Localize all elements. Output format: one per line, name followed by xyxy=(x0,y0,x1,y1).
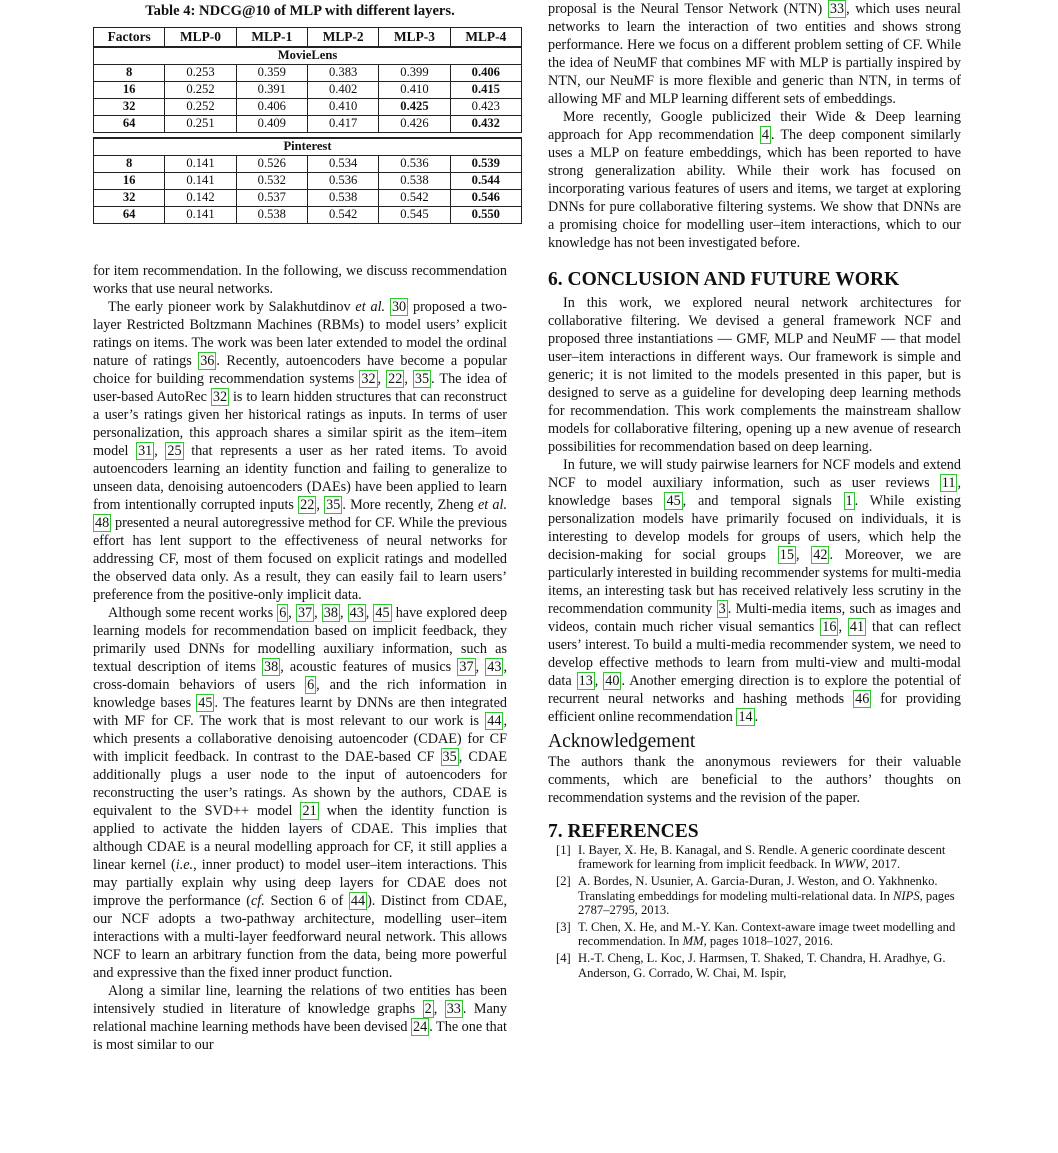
reference-text: A. Bordes, N. Usunier, A. Garcia-Duran, J. Weston, and O. Yakhnenko. Translating embeddings for modeling multi-relational data. In NIPS, pages 2787–2795, 2013. xyxy=(578,874,955,917)
citation-link[interactable]: 45 xyxy=(666,493,681,509)
table-cell: 0.406 xyxy=(450,65,521,82)
paragraph-implicit-feedback: Although some recent works 6 , 37 , 38 , 43 , 45 have explored deep learning models for recommendation based on implicit feedback, they primarily used DNNs for modelling auxiliary information, such as textual description of items 38 , acoustic features of musics 37 , 43 , cross-domain behaviors of users 6 , and the rich information in knowledge bases 45 . The features learnt by DNNs are then integrated with MF for CF. The work that is most relevant to our work is 44 , which presents a collaborative denoising autoencoder (CDAE) for CF with implicit feedback. In contrast to the DAE-based CF 35 , CDAE additionally plugs a user node to the input of autoencoders for reconstructing the user’s ratings. As shown by the authors, CDAE is equivalent to the SVD++ model 21 when the identity function is applied to activate the hidden layers of CDAE. This implies that although CDAE is a neural modelling approach for CF, it still applies a linear kernel (i.e., inner product) to model user–item interactions. This may partially explain why using deep layers for CDAE does not improve the performance (cf. Section 6 of 44 ). Distinct from CDAE, our NCF adopts a two-pathway architecture, modelling user–item interactions with a multi-layer feedforward neural network. This allows NCF to learn an arbitrary function from the data, being more powerful and expressive than the fixed inner product function. xyxy=(93,605,508,981)
citation-link[interactable]: 41 xyxy=(849,619,865,635)
table-cell: 0.406 xyxy=(236,99,307,116)
table-cell: 0.545 xyxy=(379,207,450,224)
acknowledgement-heading: Acknowledgement xyxy=(548,731,696,752)
table-cell: 0.538 xyxy=(307,190,378,207)
italic-text: i.e., xyxy=(175,857,197,873)
citation-link[interactable]: 45 xyxy=(198,695,213,711)
table-cell: 0.391 xyxy=(236,82,307,99)
table-cell: 0.425 xyxy=(379,99,450,116)
citation-link[interactable]: 48 xyxy=(95,515,110,531)
results-table xyxy=(93,27,522,224)
table-cell: 0.550 xyxy=(450,207,521,224)
italic-text: cf. xyxy=(251,893,265,909)
citation-link[interactable]: 25 xyxy=(167,443,182,459)
citation-link[interactable]: 2 xyxy=(424,1001,432,1017)
citation-link[interactable]: 44 xyxy=(487,713,502,729)
table-cell: 0.141 xyxy=(165,173,236,190)
citation-link[interactable]: 33 xyxy=(829,1,845,17)
citation-link[interactable]: 42 xyxy=(813,547,828,563)
right-column xyxy=(548,0,961,983)
citation-link[interactable]: 36 xyxy=(200,353,215,369)
acknowledgement-text: The authors thank the anonymous reviewers for their valuable comments, which are beneficial to the authors’ thoughts on recommendation systems and the revision of the paper. xyxy=(548,754,961,806)
table-cell: 0.141 xyxy=(165,156,236,173)
table-factor-cell: 32 xyxy=(94,190,165,207)
section-heading-references: 7. REFERENCES xyxy=(548,821,699,842)
table-row xyxy=(94,173,522,190)
table-factor-cell: 64 xyxy=(94,207,165,224)
reference-number: [3] xyxy=(556,920,571,935)
header-cell: MLP-2 xyxy=(307,28,378,48)
paragraph-relations: Along a similar line, learning the relations of two entities has been intensively studied in literature of knowledge graphs 2 , 33 . Many relational machine learning methods have been devised 24 . The one that is most similar to our xyxy=(93,983,507,1053)
paragraph-conclusion: In this work, we explored neural network architectures for collaborative filtering. We devised a general framework NCF and proposed three instantiations — GMF, MLP and NeuMF — that model user–item interactions in different ways. Our framework is simple and generic; it is not limited to the models presented in this paper, but is designed to serve as a guideline for developing deep learning methods for recommendation. This work complements the mainstream shallow models for collaborative filtering, opening up a new avenue of research possibilities for recommendation based on deep learning. xyxy=(548,295,961,455)
reference-text: T. Chen, X. He, and M.-Y. Kan. Context-aware image tweet modelling and recommendation. In MM, pages 1018–1027, 2016. xyxy=(578,920,956,949)
citation-link[interactable]: 37 xyxy=(459,659,474,675)
table-row xyxy=(94,190,522,207)
reference-item xyxy=(548,843,961,871)
table-cell: 0.432 xyxy=(450,116,521,133)
table-row xyxy=(94,207,522,224)
citation-link[interactable]: 14 xyxy=(738,709,753,725)
table-cell: 0.534 xyxy=(307,156,378,173)
table-cell: 0.399 xyxy=(379,65,450,82)
table-row xyxy=(94,116,522,133)
citation-link[interactable]: 35 xyxy=(414,371,430,387)
table-cell: 0.252 xyxy=(165,99,236,116)
reference-item xyxy=(548,951,961,979)
table-cell: 0.253 xyxy=(165,65,236,82)
citation-link[interactable]: 35 xyxy=(442,749,457,765)
citation-link[interactable]: 4 xyxy=(761,127,769,143)
left-column xyxy=(93,0,507,1054)
table-row xyxy=(94,82,522,99)
reference-item xyxy=(548,920,961,948)
paragraph-future: In future, we will study pairwise learners for NCF models and extend NCF to model auxiliary information, such as user reviews 11 , knowledge bases 45 , and temporal signals 1 . While existing personalization models have primarily focused on individuals, it is interesting to develop models for groups of users, which help the decision-making for social groups 15 , 42 . Moreover, we are particularly interested in building recommender systems for multi-media items, an interesting task but has received relatively less scrutiny in the recommendation community 3 . Multi-media items, such as images and videos, contain much richer visual semantics 16 , 41 that can reflect users’ interest. To build a multi-media recommender system, we need to develop effective methods to learn from multi-view and multi-modal data 13 , 40 . Another emerging direction is to explore the potential of recurrent neural networks and hashing methods 46 for providing efficient online recommendation 14 . xyxy=(548,457,962,725)
table-cell: 0.544 xyxy=(450,173,521,190)
citation-link[interactable]: 22 xyxy=(300,497,315,513)
reference-list xyxy=(548,843,961,980)
table-section-title: Pinterest xyxy=(94,138,522,156)
table-factor-cell: 64 xyxy=(94,116,165,133)
table-factor-cell: 8 xyxy=(94,65,165,82)
table-cell: 0.536 xyxy=(379,156,450,173)
paragraph-ntn: proposal is the Neural Tensor Network (NTN) 33 , which uses neural networks to learn the interaction of two entities and shows strong performance. Here we focus on a different problem setting of CF. While the idea of NeuMF that combines MF with MLP is partially inspired by NTN, our NeuMF is more flexible and generic than NTN, in terms of allowing MF and MLP learning different sets of embeddings. xyxy=(548,1,961,107)
citation-link[interactable]: 3 xyxy=(718,601,726,617)
section-heading-conclusion: 6. CONCLUSION AND FUTURE WORK xyxy=(548,269,900,290)
paragraph-wide-deep: More recently, Google publicized their Wide & Deep learning approach for App recommendation 4 . The deep component similarly uses a MLP on feature embeddings, which has been reported to have strong generalization ability. While their work has focused on incorporating various features of users and items, we target at exploring DNNs for pure collaborative filtering systems. We show that DNNs are a promising choice for modelling user–item interactions, which to our knowledge has not been investigated before. xyxy=(548,109,961,251)
citation-link[interactable]: 31 xyxy=(138,443,153,459)
reference-number: [1] xyxy=(556,843,571,857)
table-cell: 0.532 xyxy=(236,173,307,190)
citation-link[interactable]: 16 xyxy=(822,619,837,635)
citation-link[interactable]: 21 xyxy=(302,803,317,819)
header-cell: MLP-0 xyxy=(165,28,236,48)
citation-link[interactable]: 38 xyxy=(264,659,279,675)
table-section-title: MovieLens xyxy=(94,47,522,65)
table-cell: 0.526 xyxy=(236,156,307,173)
italic-text: et al. xyxy=(355,299,386,315)
table-cell: 0.536 xyxy=(307,173,378,190)
citation-link[interactable]: 24 xyxy=(413,1019,428,1035)
table-factor-cell: 8 xyxy=(94,156,165,173)
table-factor-cell: 16 xyxy=(94,82,165,99)
table-header-row xyxy=(94,28,522,48)
citation-link[interactable]: 43 xyxy=(487,659,502,675)
paragraph-item-rec: for item recommendation. In the following, we discuss recommendation works that use neural networks. xyxy=(93,263,507,297)
header-cell: Factors xyxy=(94,28,165,48)
italic-text: et al. xyxy=(477,497,508,513)
table-cell: 0.402 xyxy=(307,82,378,99)
table-cell: 0.542 xyxy=(307,207,378,224)
italic-text: NIPS xyxy=(893,888,920,903)
table-cell: 0.415 xyxy=(450,82,521,99)
citation-link[interactable]: 11 xyxy=(941,475,956,491)
table-row xyxy=(94,65,522,82)
citation-link[interactable]: 44 xyxy=(350,893,366,909)
citation-link[interactable]: 37 xyxy=(297,605,313,621)
table-section-row xyxy=(94,47,522,65)
reference-number: [2] xyxy=(556,874,571,889)
reference-number: [4] xyxy=(556,951,571,966)
table-cell: 0.417 xyxy=(307,116,378,133)
table-cell: 0.423 xyxy=(450,99,521,116)
table-cell: 0.410 xyxy=(307,99,378,116)
table-cell: 0.537 xyxy=(236,190,307,207)
table-cell: 0.546 xyxy=(450,190,521,207)
citation-link[interactable]: 13 xyxy=(578,673,593,689)
header-cell: MLP-4 xyxy=(450,28,521,48)
table-cell: 0.542 xyxy=(379,190,450,207)
italic-text: MM xyxy=(682,934,704,949)
table-row xyxy=(94,156,522,173)
table-factor-cell: 16 xyxy=(94,173,165,190)
citation-link[interactable]: 1 xyxy=(845,493,853,509)
citation-link[interactable]: 45 xyxy=(375,605,390,621)
citation-link[interactable]: 6 xyxy=(307,677,315,693)
citation-link[interactable]: 30 xyxy=(391,299,407,315)
citation-link[interactable]: 33 xyxy=(446,1001,461,1017)
table-cell: 0.539 xyxy=(450,156,521,173)
table-caption: Table 4: NDCG@10 of MLP with different layers. xyxy=(145,3,455,19)
header-cell: MLP-1 xyxy=(236,28,307,48)
paragraph-early-work: The early pioneer work by Salakhutdinov et al. 30 proposed a two-layer Restricted Boltzmann Machines (RBMs) to model users’ explicit ratings on items. The work was been later extended to model the ordinal nature of ratings 36 . Recently, autoencoders have become a popular choice for building recommendation systems 32 , 22 , 35 . The idea of user-based AutoRec 32 is to learn hidden structures that can reconstruct a user’s ratings given her historical ratings as inputs. In terms of user personalization, this approach shares a similar spirit as the item–item model 31 , 25 that represents a user as her rated items. To avoid autoencoders learning an identity function and failing to generalize to unseen data, denoising autoencoders (DAEs) have been applied to learn from intentionally corrupted inputs 22 , 35 . More recently, Zheng et al. 48 presented a neural autoregressive method for CF. While the previous effort has lent support to the effectiveness of neural networks for addressing CF, most of them focused on explicit ratings and modelled the observed data only. As a result, they can easily fail to learn users’ preference from the positive-only implicit data. xyxy=(93,299,508,603)
table-section-row xyxy=(94,138,522,156)
citation-link[interactable]: 38 xyxy=(323,605,338,621)
citation-link[interactable]: 46 xyxy=(855,691,870,707)
header-cell: MLP-3 xyxy=(379,28,450,48)
table-factor-cell: 32 xyxy=(94,99,165,116)
italic-text: WWW xyxy=(833,857,866,872)
reference-text: H.-T. Cheng, L. Koc, J. Harmsen, T. Shaked, T. Chandra, H. Aradhye, G. Anderson, G. Corrado, W. Chai, M. Ispir, xyxy=(578,951,946,980)
table-row xyxy=(94,99,522,116)
table-cell: 0.252 xyxy=(165,82,236,99)
table-cell: 0.142 xyxy=(165,190,236,207)
table-cell: 0.538 xyxy=(236,207,307,224)
citation-link[interactable]: 40 xyxy=(605,673,620,689)
table-cell: 0.141 xyxy=(165,207,236,224)
reference-text: I. Bayer, X. He, B. Kanagal, and S. Rendle. A generic coordinate descent framework for learning from implicit feedback. In WWW, 2017. xyxy=(578,843,946,872)
citation-link[interactable]: 32 xyxy=(212,389,228,405)
citation-link[interactable]: 15 xyxy=(779,547,794,563)
table-cell: 0.538 xyxy=(379,173,450,190)
table-cell: 0.409 xyxy=(236,116,307,133)
citation-link[interactable]: 43 xyxy=(349,605,364,621)
table-cell: 0.383 xyxy=(307,65,378,82)
table-cell: 0.410 xyxy=(379,82,450,99)
citation-link[interactable]: 35 xyxy=(326,497,341,513)
citation-link[interactable]: 32 xyxy=(361,371,376,387)
table-cell: 0.426 xyxy=(379,116,450,133)
table-body xyxy=(94,47,522,224)
table-cell: 0.251 xyxy=(165,116,236,133)
citation-link[interactable]: 22 xyxy=(388,371,403,387)
table-cell: 0.359 xyxy=(236,65,307,82)
reference-item xyxy=(548,874,961,917)
citation-link[interactable]: 6 xyxy=(279,605,287,621)
